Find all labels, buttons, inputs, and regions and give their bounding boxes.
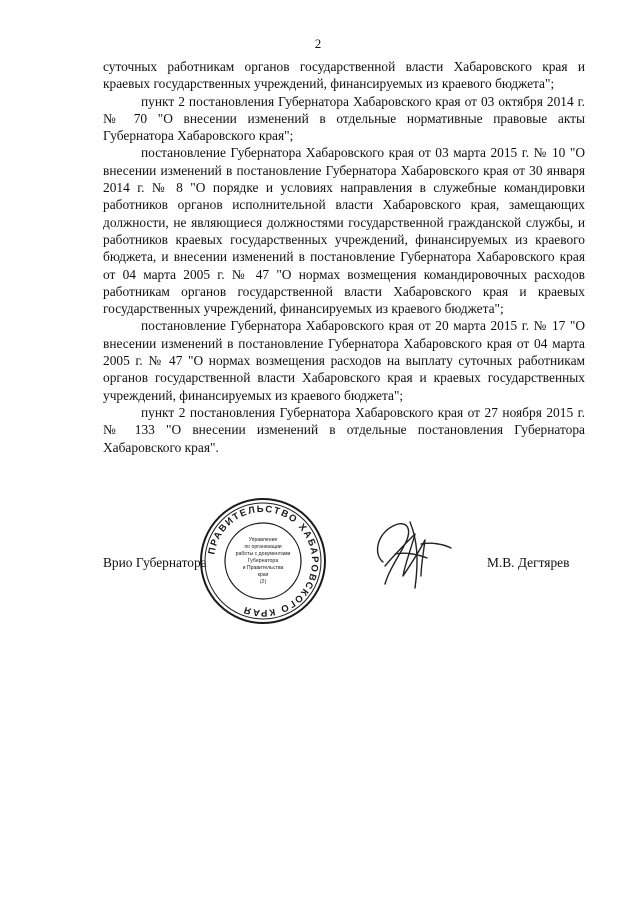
paragraph-item: пункт 2 постановления Губернатора Хабаровского края от 27 ноября 2015 г. № 133 "О внесении изменений в отдельные постановления Губернатора Хабаровского края". [103, 404, 585, 455]
official-seal [198, 496, 328, 626]
seal-line: по организации [244, 544, 282, 550]
seal-line: Управление [248, 537, 278, 543]
paragraph-item: пункт 2 постановления Губернатора Хабаровского края от 03 октября 2014 г. № 70 "О внесении изменений в отдельные нормативные правовые акты Губернатора Хабаровского края"; [103, 93, 585, 144]
paragraph-item: постановление Губернатора Хабаровского края от 20 марта 2015 г. № 17 "О внесении изменений в постановление Губернатора Хабаровского края от 04 марта 2005 г. № 47 "О нормах возмещения расходов на выплату суточных работникам органов государственной власти Хабаровского края и краевых государственных учреждений, финансируемых из краевого бюджета"; [103, 318, 585, 403]
seal-line: Губернатора [247, 558, 279, 564]
seal-ring-text: ПРАВИТЕЛЬСТВО ХАБАРОВСКОГО КРАЯ [206, 503, 321, 619]
seal-line: края [257, 572, 269, 578]
signer-role: Врио Губернатора [103, 555, 207, 570]
signer-name: М.В. Дегтярев [487, 555, 570, 570]
seal-line: и Правительства [242, 565, 284, 571]
seal-line: работы с документами [235, 551, 291, 557]
handwritten-signature [355, 504, 455, 594]
page-number: 2 [314, 36, 322, 51]
paragraph-continuation: суточных работникам органов государственной власти Хабаровского края и краевых государственных учреждений, финансируемых из краевого бюджета"; [103, 59, 585, 92]
seal-line: (2) [259, 579, 267, 585]
paragraph-item: постановление Губернатора Хабаровского края от 03 марта 2015 г. № 10 "О внесении изменений в постановление Губернатора Хабаровского края от 30 января 2014 г. № 8 "О порядке и условиях направления в служебные командировки работников органов исполнительной власти Хабаровского края, замещающих должности, не являющиеся должностями государственной гражданской службы, и работников краевых государственных учреждений, финансируемых из краевого бюджета, и внесении изменений в постановление Губернатора Хабаровского края от 04 марта 2005 г. № 47 "О нормах возмещения командировочных расходов работникам органов государственной власти Хабаровского края и краевых государственных учреждений, финансируемых из краевого бюджета"; [103, 145, 585, 317]
